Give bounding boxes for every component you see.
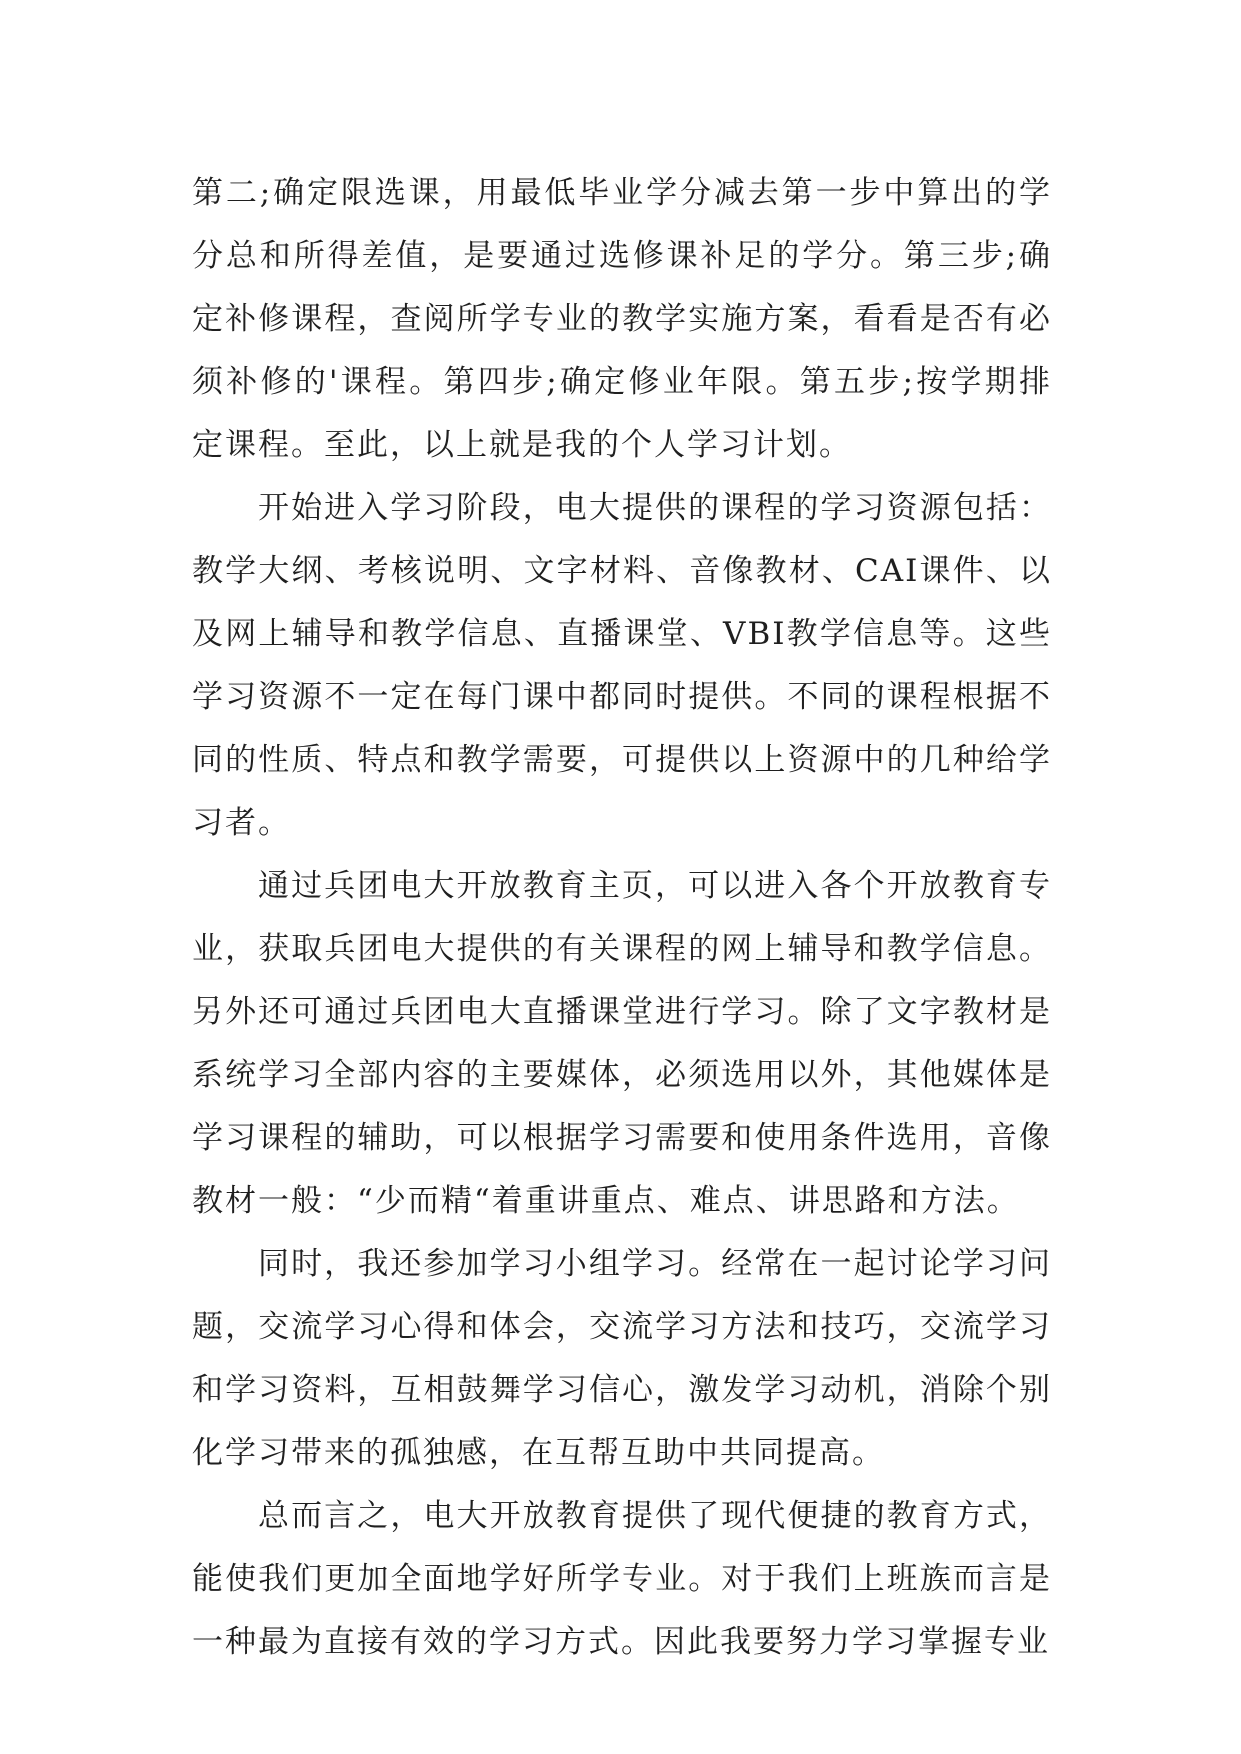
paragraph-1: 第二;确定限选课，用最低毕业学分减去第一步中算出的学分总和所得差值，是要通过选修课补足的学分。第三步;确定补修课程，查阅所学专业的教学实施方案，看看是否有必须补修的'课程。第四步;确定修业年限。第五步;按学期排定课程。至此，以上就是我的个人学习计划。	[192, 175, 1052, 463]
paragraph-3: 通过兵团电大开放教育主页，可以进入各个开放教育专业，获取兵团电大提供的有关课程的网上辅导和教学信息。另外还可通过兵团电大直播课堂进行学习。除了文字教材是系统学习全部内容的主要媒体，必须选用以外，其他媒体是学习课程的辅助，可以根据学习需要和使用条件选用，音像教材一般：“少而精“着重讲重点、难点、讲思路和方法。	[192, 868, 1052, 1219]
paragraph-4: 同时，我还参加学习小组学习。经常在一起讨论学习问题，交流学习心得和体会，交流学习方法和技巧，交流学习和学习资料，互相鼓舞学习信心，激发学习动机，消除个别化学习带来的孤独感，在互帮互助中共同提高。	[192, 1246, 1052, 1471]
paragraph-5: 总而言之，电大开放教育提供了现代便捷的教育方式，能使我们更加全面地学好所学专业。对于我们上班族而言是一种最为直接有效的学习方式。因此我要努力学习掌握专业	[192, 1498, 1052, 1660]
body-text	[192, 162, 1052, 1674]
paragraph-2: 开始进入学习阶段，电大提供的课程的学习资源包括：教学大纲、考核说明、文字材料、音像教材、CAI课件、以及网上辅导和教学信息、直播课堂、VBI教学信息等。这些学习资源不一定在每门课中都同时提供。不同的课程根据不同的性质、特点和教学需要，可提供以上资源中的几种给学习者。	[192, 490, 1052, 841]
